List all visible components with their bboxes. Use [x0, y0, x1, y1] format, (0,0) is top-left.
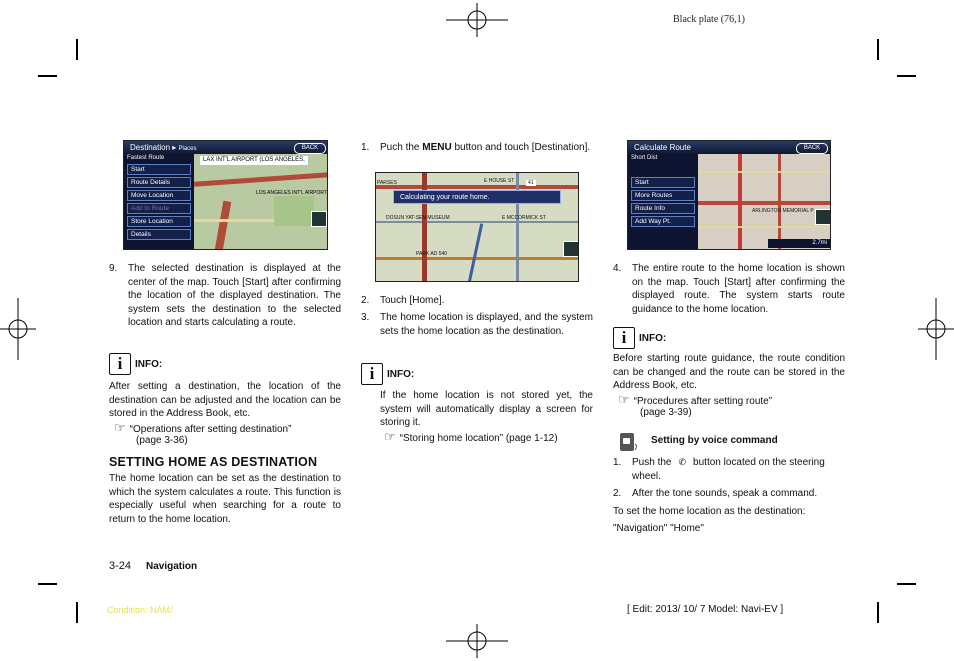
- route-type-label: Fastest Route: [127, 155, 165, 161]
- crop-mark: [76, 39, 78, 60]
- screen-title-bar: Destination ▸ Places: [124, 141, 327, 154]
- reference-text: “Storing home location” (page 1-12): [399, 433, 558, 444]
- condition-label: Condition: NAM/: [107, 605, 173, 615]
- map-road: [194, 172, 328, 186]
- step-3-text: The home location is displayed, and the system sets the home location as the destination.: [380, 312, 593, 337]
- reference-page: (page 3-39): [640, 407, 692, 418]
- info-icon: i: [109, 353, 131, 375]
- back-button[interactable]: BACK: [796, 143, 828, 154]
- info-label: INFO:: [387, 368, 415, 380]
- step-2-text: Touch [Home].: [380, 295, 445, 306]
- back-button[interactable]: BACK: [294, 143, 326, 154]
- compass-icon: [563, 241, 579, 257]
- section-name: Navigation: [146, 561, 198, 572]
- compass-icon: [815, 209, 831, 225]
- map-banner: LAX INT'L AIRPORT (LOS ANGELES,: [200, 156, 308, 165]
- map-road: [376, 185, 579, 189]
- map-road: [376, 257, 579, 260]
- map-road: [738, 154, 742, 250]
- info-label: INFO:: [135, 358, 163, 370]
- step-number: 9.: [109, 263, 118, 274]
- route-type-label: Short Dist: [631, 155, 658, 161]
- status-banner: Calculating your route home.: [393, 190, 561, 204]
- registration-mark-top: [446, 3, 508, 37]
- info-block: [361, 363, 414, 385]
- map-pin-icon: [311, 211, 327, 227]
- registration-mark-bottom: [446, 624, 508, 658]
- reference: [384, 430, 558, 446]
- map-road: [376, 221, 579, 223]
- voice-command-icon: [619, 432, 639, 452]
- pointing-hand-icon: ☞: [618, 392, 630, 407]
- destination-screen: [123, 140, 328, 250]
- info-icon: i: [613, 327, 635, 349]
- info-text: If the home location is not stored yet, the system will automatically display a screen for storing it.: [380, 390, 593, 429]
- destination-menu: [124, 154, 194, 250]
- reference-text: “Operations after setting destination”: [129, 424, 292, 435]
- crop-mark: [38, 583, 57, 585]
- menu-start[interactable]: Start: [631, 177, 695, 188]
- registration-mark-left: [0, 298, 36, 360]
- talk-switch-icon: ✆: [678, 457, 687, 467]
- edit-info: [ Edit: 2013/ 10/ 7 Model: Navi-EV ]: [627, 604, 784, 615]
- registration-mark-right: [918, 298, 954, 360]
- map-label: PARSES: [377, 180, 397, 186]
- crop-mark: [76, 602, 78, 623]
- step-9-text: The selected destination is displayed at the center of the map. Touch [Start] after confirming the location of the displayed destination. The system sets the destination to the selected location and starts calculating a route.: [128, 263, 341, 329]
- menu-start[interactable]: Start: [127, 164, 191, 175]
- map-road: [698, 201, 831, 205]
- crop-mark: [897, 583, 916, 585]
- step-1-text: Puch the MENU button and touch [Destination].: [380, 142, 591, 153]
- map-label: LOS ANGELES INT'L AIRPORT: [256, 190, 327, 196]
- calculating-route-screen: [375, 172, 579, 282]
- section-body: The home location can be set as the destination to which the system calculates a route. This function is especially useful when searching for a route to return to the home location.: [109, 473, 341, 525]
- step-number: 4.: [613, 263, 622, 274]
- menu-more-routes[interactable]: More Routes: [631, 190, 695, 201]
- page-number: 3-24: [109, 560, 132, 572]
- step-number: 1.: [613, 457, 622, 468]
- step-number: 3.: [361, 312, 370, 323]
- info-text: Before starting route guidance, the route condition can be changed and the route can be stored in the Address Book, etc.: [613, 353, 845, 392]
- map-label: DOSUN YAT-SEN MUSEUM: [386, 215, 450, 221]
- voice-heading: Setting by voice command: [651, 435, 778, 446]
- section-heading: SETTING HOME AS DESTINATION: [109, 455, 318, 469]
- info-block: [109, 353, 162, 375]
- map-area: [274, 196, 314, 226]
- map-label: ARLINGTON MEMORIAL P: [752, 208, 814, 214]
- info-label: INFO:: [639, 332, 667, 344]
- map-road: [215, 201, 232, 250]
- pointing-hand-icon: ☞: [384, 429, 396, 444]
- step-number: 1.: [361, 142, 370, 153]
- menu-route-details[interactable]: Route Details: [127, 177, 191, 188]
- pointing-hand-icon: ☞: [114, 420, 126, 435]
- info-text: After setting a destination, the location of the destination can be adjusted and the location can be stored in the Address Book, etc.: [109, 381, 341, 420]
- crop-mark: [38, 75, 57, 77]
- route-menu: [628, 154, 698, 250]
- menu-add-way-point[interactable]: Add Way Pt.: [631, 216, 695, 227]
- voice-step-2: After the tone sounds, speak a command.: [632, 488, 818, 499]
- menu-add-to-route[interactable]: Add to Route: [127, 203, 191, 214]
- info-icon: i: [361, 363, 383, 385]
- screen-title-bar: Calculate Route: [628, 141, 830, 154]
- menu-details[interactable]: Details: [127, 229, 191, 240]
- route-badge: 41: [528, 180, 534, 186]
- step-4-text: The entire route to the home location is shown on the map. Touch [Start] after confirming the displayed route. The system starts route guidance to the home location.: [632, 263, 845, 315]
- crop-mark: [877, 39, 879, 60]
- menu-move-location[interactable]: Move Location: [127, 190, 191, 201]
- calculate-route-screen: [627, 140, 831, 250]
- voice-instruction: To set the home location as the destination:: [613, 506, 806, 517]
- menu-route-info[interactable]: Route Info: [631, 203, 695, 214]
- reference-text: “Procedures after setting route”: [633, 396, 773, 407]
- step-number: 2.: [613, 488, 622, 499]
- map-label: E MCCORMICK ST: [502, 215, 546, 221]
- crop-mark: [897, 75, 916, 77]
- step-number: 2.: [361, 295, 370, 306]
- reference-page: (page 3-36): [136, 435, 188, 446]
- map-road: [698, 171, 831, 173]
- map-road: [698, 226, 831, 228]
- voice-step-1: Push the ✆ button located on the steering wheel.: [632, 457, 825, 482]
- plate-label: Black plate (76,1): [673, 14, 745, 25]
- map-road: [778, 154, 781, 250]
- crop-mark: [877, 602, 879, 623]
- map-label: PARK AD 540: [416, 251, 448, 257]
- voice-command: "Navigation" "Home": [613, 523, 704, 534]
- menu-store-location[interactable]: Store Location: [127, 216, 191, 227]
- map-label: E HOUSE ST: [484, 178, 515, 184]
- distance-readout: 2.7mi: [768, 239, 830, 248]
- info-block: [613, 327, 666, 349]
